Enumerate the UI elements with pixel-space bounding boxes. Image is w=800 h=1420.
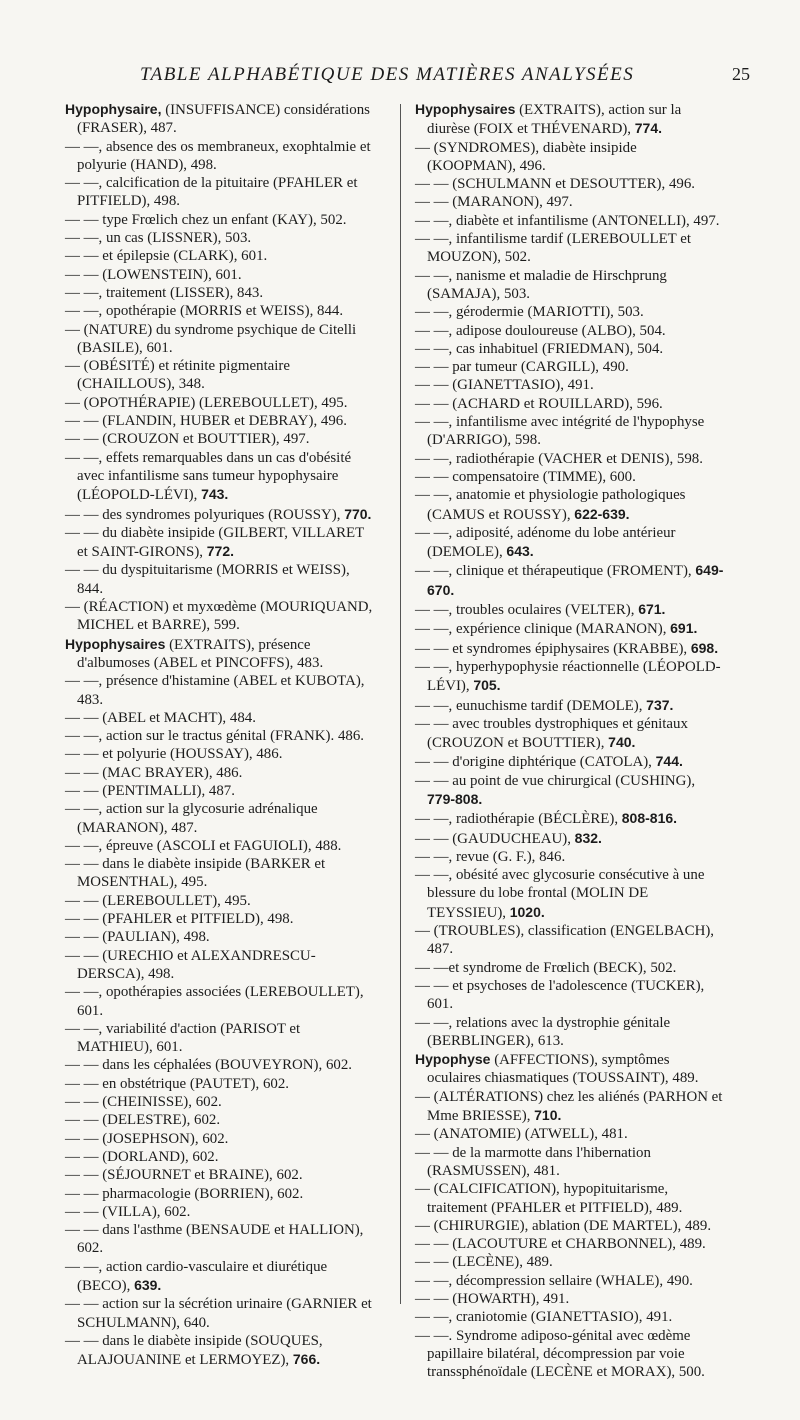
index-entry	[415, 322, 725, 340]
index-entry	[65, 855, 375, 892]
index-entry	[65, 764, 375, 782]
index-entry-text: — — (CROUZON et BOUTTIER), 497.	[65, 431, 310, 448]
index-entry	[65, 394, 375, 412]
index-entry-bold-text: 649-670.	[427, 562, 724, 598]
index-entry-text: — — des syndromes polyuriques (ROUSSY),	[65, 506, 345, 523]
index-entry-bold-text: 639.	[134, 1277, 162, 1293]
index-entry-text: — —, radiothérapie (VACHER et DENIS), 598.	[415, 450, 703, 467]
index-entry	[65, 284, 375, 302]
index-entry-text: — —, action sur la glycosurie adrénalique (MARANON), 487.	[65, 801, 318, 836]
index-entry-bold-text: 740.	[608, 734, 636, 751]
index-entry-bold-text: 743.	[201, 486, 229, 503]
index-entry-text: — —, effets remarquables dans un cas d'obésité avec infantilisme sans tumeur hypophysaire (LÉOPOLD-LÉVI),	[65, 449, 352, 504]
index-entry	[65, 561, 375, 598]
index-entry	[65, 1185, 375, 1203]
index-entry	[65, 727, 375, 745]
index-entry-text: — (OPOTHÉRAPIE) (LEREBOULLET), 495.	[65, 394, 348, 411]
index-entry	[415, 809, 725, 828]
index-entry	[65, 211, 375, 229]
index-entry-text: — —. Syndrome adiposo-génital avec œdème papillaire bilatéral, décompression par voie transsphénoïdale (LECÈNE et MORAX), 500.	[415, 1327, 705, 1381]
index-entry-text: — — avec troubles dystrophiques et génitaux (CROUZON et BOUTTIER),	[415, 715, 688, 752]
right-column	[415, 100, 725, 1381]
index-entry	[65, 800, 375, 837]
index-entry	[415, 340, 725, 358]
index-entry	[415, 1050, 725, 1088]
index-entry-bold-text: 691.	[670, 620, 698, 637]
index-entry-text: — — du diabète insipide (GILBERT, VILLARET et SAINT-GIRONS),	[65, 524, 364, 561]
index-entry	[415, 175, 725, 193]
column-divider	[400, 104, 401, 1304]
index-entry-text: — —, action cardio-vasculaire et diurétique (BECO),	[65, 1258, 328, 1294]
index-entry-text: — —, opothérapies associées (LEREBOULLET), 601.	[65, 984, 364, 1019]
index-entry-text: — — de la marmotte dans l'hibernation (RASMUSSEN), 481.	[415, 1144, 651, 1179]
index-entry-text: — (RÉACTION) et myxœdème (MOURIQUAND, MICHEL et BARRE), 599.	[65, 599, 373, 634]
index-entry	[415, 1308, 725, 1326]
index-entry	[415, 303, 725, 321]
index-entry-bold-text: Hypophysaires	[65, 635, 166, 652]
index-entry	[65, 1148, 375, 1166]
index-entry-text: — —, adiposité, adénome du lobe antérieur (DEMOLE),	[415, 524, 676, 561]
index-entry	[415, 1253, 725, 1271]
index-entry	[415, 1327, 725, 1382]
index-entry	[415, 376, 725, 394]
index-entry-text: — —, obésité avec glycosurie consécutive à une blessure du lobe frontal (MOLIN DE TEYSSIEU),	[415, 867, 705, 921]
index-entry	[415, 696, 725, 715]
index-entry-text: — — type Frœlich chez un enfant (KAY), 502.	[65, 211, 347, 228]
index-entry-text: — — (MAC BRAYER), 486.	[65, 764, 243, 781]
index-entry	[65, 1295, 375, 1332]
index-entry-text: — —, décompression sellaire (WHALE), 490.	[415, 1272, 693, 1289]
index-entry-text: — — (JOSEPHSON), 602.	[65, 1130, 229, 1147]
index-entry-text: — (OBÉSITÉ) et rétinite pigmentaire (CHAILLOUS), 348.	[65, 358, 290, 393]
index-entry-bold-text: 774.	[634, 120, 662, 137]
index-entry-bold-text: 737.	[646, 696, 674, 713]
index-entry	[65, 1056, 375, 1074]
index-entry-text: — —, présence d'histamine (ABEL et KUBOTA), 483.	[65, 673, 365, 708]
index-entry-text: — — par tumeur (CARGILL), 490.	[415, 359, 629, 376]
index-entry-text: — —, nanisme et maladie de Hirschprung (SAMAJA), 503.	[415, 267, 667, 302]
index-entry-text: — — d'origine diphtérique (CATOLA),	[415, 754, 656, 771]
index-entry-text: — —, anatomie et physiologie pathologiques (CAMUS et ROUSSY),	[415, 487, 686, 523]
index-entry-text: (EXTRAITS), action sur la diurèse (FOIX et THÉVENARD),	[427, 102, 682, 138]
index-entry	[65, 321, 375, 358]
index-entry-text: — — (LEREBOULLET), 495.	[65, 892, 251, 909]
index-entry-bold-text: 705.	[473, 677, 501, 694]
index-entry	[65, 1020, 375, 1057]
index-entry-text: — —, troubles oculaires (VELTER),	[415, 602, 639, 619]
index-entry	[415, 524, 725, 562]
index-entry	[65, 1111, 375, 1129]
index-entry	[65, 782, 375, 800]
index-entry-text: — — compensatoire (TIMME), 600.	[415, 468, 636, 485]
index-entry-text: — — (PAULIAN), 498.	[65, 929, 210, 946]
index-entry	[415, 619, 725, 638]
index-entry-text: — (ANATOMIE) (ATWELL), 481.	[415, 1126, 628, 1143]
index-entry	[415, 267, 725, 304]
index-entry	[65, 1130, 375, 1148]
index-entry	[65, 635, 375, 673]
index-entry	[65, 1166, 375, 1184]
index-entry	[65, 947, 375, 984]
index-entry-bold-text: 772.	[206, 543, 234, 560]
index-entry-bold-text: 766.	[292, 1351, 321, 1368]
index-entry-text: — (CHIRURGIE), ablation (DE MARTEL), 489.	[415, 1217, 712, 1234]
index-entry	[415, 600, 725, 619]
index-entry-text: — —, calcification de la pituitaire (PFAHLER et PITFIELD), 498.	[65, 175, 358, 210]
index-entry-text: — —, absence des os membraneux, exophtalmie et polyurie (HAND), 498.	[65, 138, 371, 173]
index-entry-text: — — (GIANETTASIO), 491.	[415, 377, 594, 394]
index-entry-text: — —, traitement (LISSER), 843.	[65, 284, 264, 301]
index-entry	[65, 1332, 375, 1370]
index-entry-text: — — (ABEL et MACHT), 484.	[65, 709, 256, 726]
index-entry-text: — —, infantilisme tardif (LEREBOULLET et MOUZON), 502.	[415, 231, 691, 266]
index-entry-text: — —, relations avec la dystrophie génitale (BERBLINGER), 613.	[415, 1014, 671, 1049]
index-entry	[65, 598, 375, 635]
index-entry-text: — —, clinique et thérapeutique (FROMENT),	[415, 563, 696, 580]
left-column	[65, 100, 375, 1369]
index-entry-text: — (NATURE) du syndrome psychique de Citelli (BASILE), 601.	[65, 321, 357, 356]
index-entry-text: — —, revue (G. F.), 846.	[415, 848, 566, 865]
page-header	[120, 64, 760, 90]
index-entry	[415, 715, 725, 753]
index-entry	[415, 1144, 725, 1181]
index-entry-text: — — (LECÈNE), 489.	[415, 1254, 553, 1271]
index-entry-bold-text: 770.	[344, 505, 372, 522]
index-entry-text: — — en obstétrique (PAUTET), 602.	[65, 1075, 290, 1092]
index-entry	[415, 468, 725, 486]
index-entry-text: — — (DORLAND), 602.	[65, 1148, 219, 1165]
index-entry-text: — (SYNDROMES), diabète insipide (KOOPMAN), 496.	[415, 139, 637, 174]
index-entry-text: — — (PENTIMALLI), 487.	[65, 782, 235, 799]
index-entry	[65, 1258, 375, 1296]
index-entry-bold-text: 643.	[506, 543, 534, 560]
index-entry	[65, 138, 375, 175]
index-entry	[65, 174, 375, 211]
index-entry	[415, 1180, 725, 1217]
index-entry-text: — —, eunuchisme tardif (DEMOLE),	[415, 697, 647, 714]
index-entry-text: — (ALTÉRATIONS) chez les aliénés (PARHON et Mme BRIESSE),	[415, 1088, 723, 1125]
index-entry-bold-text: Hypophyse	[415, 1051, 491, 1068]
index-entry-text: — — (CHEINISSE), 602.	[65, 1094, 222, 1111]
index-entry-text: (INSUFFISANCE) considérations (FRASER), 487.	[77, 102, 370, 137]
index-entry	[415, 829, 725, 848]
index-entry	[65, 430, 375, 448]
index-entry	[65, 1093, 375, 1111]
index-entry-text: — —, adipose douloureuse (ALBO), 504.	[415, 322, 666, 339]
index-entry-text: — — (VILLA), 602.	[65, 1203, 191, 1220]
index-entry-bold-text: 1020.	[509, 903, 545, 920]
index-entry-text: — — (URECHIO et ALEXANDRESCU-DERSCA), 498.	[65, 947, 316, 982]
index-entry-text: — —et syndrome de Frœlich (BECK), 502.	[415, 959, 677, 976]
index-entry-text: — (TROUBLES), classification (ENGELBACH), 487.	[415, 923, 715, 958]
index-entry	[415, 1014, 725, 1051]
index-entry	[65, 1203, 375, 1221]
index-entry-text: — — dans l'asthme (BENSAUDE et HALLION), 602.	[65, 1222, 364, 1257]
index-entry-bold-text: 698.	[690, 639, 719, 656]
index-entry-text: — —, action sur le tractus génital (FRANK). 486.	[65, 728, 364, 745]
index-entry	[65, 745, 375, 763]
index-entry-bold-text: 671.	[638, 601, 666, 618]
index-entry-text: — — dans les céphalées (BOUVEYRON), 602.	[65, 1057, 353, 1074]
index-entry	[65, 1075, 375, 1093]
index-entry	[415, 959, 725, 977]
index-entry	[65, 910, 375, 928]
page-number: 25	[732, 64, 750, 84]
index-entry	[415, 395, 725, 413]
index-entry	[65, 302, 375, 320]
index-entry-text: — —, diabète et infantilisme (ANTONELLI), 497.	[415, 212, 720, 229]
index-entry	[415, 1217, 725, 1235]
index-entry-text: — — (SCHULMANN et DESOUTTER), 496.	[415, 176, 696, 193]
index-entry	[65, 247, 375, 265]
index-entry-text: — —, expérience clinique (MARANON),	[415, 621, 671, 638]
index-entry	[415, 772, 725, 810]
index-entry-text: — — et psychoses de l'adolescence (TUCKER), 601.	[415, 977, 705, 1013]
index-entry	[415, 1088, 725, 1126]
index-entry-text: (AFFECTIONS), symptômes oculaires chiasmatiques (TOUSSAINT), 489.	[427, 1052, 699, 1087]
index-entry-text: — —, infantilisme avec intégrité de l'hypophyse (D'ARRIGO), 598.	[415, 414, 705, 449]
index-entry-bold-text: 808-816.	[621, 810, 678, 827]
index-entry	[65, 837, 375, 855]
index-entry	[415, 922, 725, 959]
index-entry-bold-text: Hypophysaire,	[65, 101, 162, 117]
index-entry-text: — — au point de vue chirurgical (CUSHING),	[415, 772, 696, 789]
index-entry-bold-text: 744.	[655, 753, 683, 770]
index-entry	[415, 1272, 725, 1290]
index-entry	[415, 1290, 725, 1308]
index-entry	[415, 639, 725, 658]
index-entry-text: — — dans le diabète insipide (SOUQUES, ALAJOUANINE et LERMOYEZ),	[65, 1332, 323, 1369]
index-entry-bold-text: 710.	[534, 1107, 562, 1124]
index-entry	[65, 983, 375, 1020]
index-entry-text: — — (DELESTRE), 602.	[65, 1112, 221, 1129]
index-entry	[65, 229, 375, 247]
index-entry	[415, 752, 725, 771]
index-entry	[65, 357, 375, 394]
index-entry	[65, 1221, 375, 1258]
index-entry-text: — —, épreuve (ASCOLI et FAGUIOLI), 488.	[65, 837, 342, 854]
index-entry	[415, 413, 725, 450]
index-entry	[65, 100, 375, 138]
index-entry-text: — — dans le diabète insipide (BARKER et MOSENTHAL), 495.	[65, 856, 326, 891]
index-entry-text: (EXTRAITS), présence d'albumoses (ABEL et PINCOFFS), 483.	[77, 636, 324, 671]
index-entry-text: — —, gérodermie (MARIOTTI), 503.	[415, 304, 644, 321]
index-entry-text: — — (MARANON), 497.	[415, 194, 573, 211]
index-entry-text: — —, craniotomie (GIANETTASIO), 491.	[415, 1309, 673, 1326]
index-entry	[65, 928, 375, 946]
index-entry-text: — — (LACOUTURE et CHARBONNEL), 489.	[415, 1236, 706, 1253]
index-entry-text: — — pharmacologie (BORRIEN), 602.	[65, 1185, 304, 1202]
index-entry	[65, 412, 375, 430]
index-entry-text: — —, hyperhypophysie réactionnelle (LÉOPOLD-LÉVI),	[415, 658, 721, 695]
index-entry-bold-text: 832.	[574, 829, 602, 846]
index-entry-text: — — (LOWENSTEIN), 601.	[65, 266, 242, 283]
index-entry-text: — (CALCIFICATION), hypopituitarisme, traitement (PFAHLER et PITFIELD), 489.	[415, 1181, 683, 1216]
index-entry	[415, 450, 725, 468]
index-entry-bold-text: 779-808.	[427, 790, 483, 807]
index-entry-text: — — (HOWARTH), 491.	[415, 1291, 570, 1307]
index-entry	[415, 977, 725, 1014]
index-entry-bold-text: 622-639.	[574, 505, 630, 522]
index-entry	[65, 449, 375, 505]
index-entry	[65, 524, 375, 562]
index-entry	[415, 848, 725, 866]
index-entry-text: — — (ACHARD et ROUILLARD), 596.	[415, 395, 663, 412]
index-entry	[415, 230, 725, 267]
index-entry	[65, 709, 375, 727]
index-entry	[65, 672, 375, 709]
index-entry-bold-text: Hypophysaires	[415, 101, 516, 117]
index-entry-text: — —, opothérapie (MORRIS et WEISS), 844.	[65, 303, 344, 320]
index-entry	[415, 486, 725, 524]
index-entry-text: — — et épilepsie (CLARK), 601.	[65, 248, 268, 265]
index-entry	[415, 358, 725, 376]
index-entry	[415, 1125, 725, 1143]
index-entry	[415, 1235, 725, 1253]
index-entry	[415, 561, 725, 600]
index-entry-text: — — et syndromes épiphysaires (KRABBE),	[415, 640, 691, 657]
index-entry	[65, 266, 375, 284]
index-entry-text: — — (PFAHLER et PITFIELD), 498.	[65, 911, 294, 928]
index-entry-text: — —, cas inhabituel (FRIEDMAN), 504.	[415, 340, 664, 357]
index-entry-text: — — (SÉJOURNET et BRAINE), 602.	[65, 1167, 303, 1184]
index-entry	[415, 193, 725, 211]
index-entry-text: — — action sur la sécrétion urinaire (GARNIER et SCHULMANN), 640.	[65, 1296, 372, 1331]
index-entry	[415, 212, 725, 230]
index-entry-text: — — du dyspituitarisme (MORRIS et WEISS), 844.	[65, 562, 350, 597]
index-entry	[65, 505, 375, 524]
index-entry-text: — —, un cas (LISSNER), 503.	[65, 230, 252, 247]
index-entry-text: — — (FLANDIN, HUBER et DEBRAY), 496.	[65, 413, 347, 430]
index-entry	[415, 100, 725, 139]
index-entry-text: — — (GAUDUCHEAU),	[415, 830, 575, 847]
running-title: TABLE ALPHABÉTIQUE DES MATIÈRES ANALYSÉES	[140, 64, 635, 85]
index-entry	[415, 866, 725, 922]
index-entry	[415, 139, 725, 176]
index-entry-text: — —, variabilité d'action (PARISOT et MATHIEU), 601.	[65, 1020, 301, 1056]
index-entry-text: — — et polyurie (HOUSSAY), 486.	[65, 746, 283, 763]
index-entry	[415, 658, 725, 696]
index-entry-text: — —, radiothérapie (BÉCLÈRE),	[415, 811, 622, 828]
index-entry	[65, 892, 375, 910]
